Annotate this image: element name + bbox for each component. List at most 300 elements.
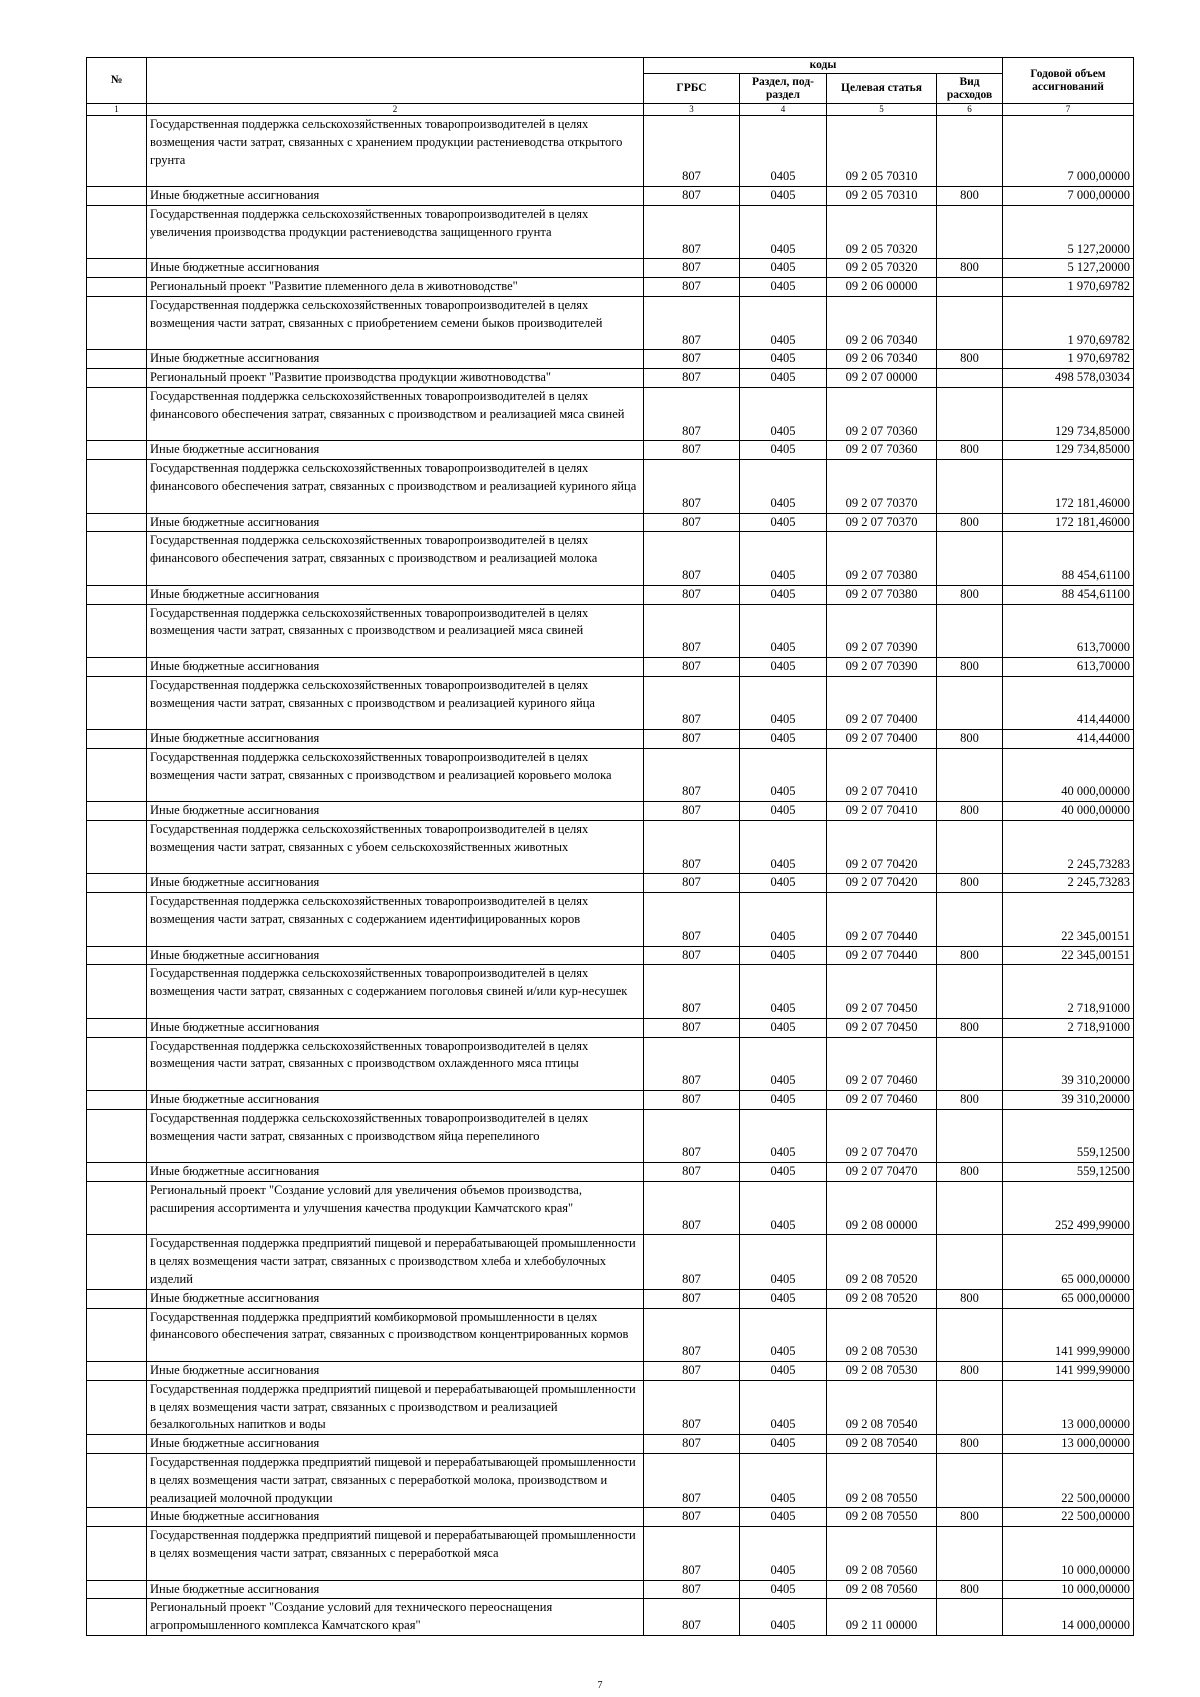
- table-row: [87, 187, 1134, 206]
- grbs-cell: 807: [644, 893, 740, 946]
- razdel-cell: 0405: [740, 1018, 827, 1037]
- num-cell: [87, 1508, 147, 1527]
- target-article-cell: 09 2 08 70520: [827, 1235, 937, 1289]
- expense-type-cell: [937, 965, 1003, 1018]
- target-article-cell: 09 2 07 70420: [827, 821, 937, 874]
- grbs-cell: 807: [644, 585, 740, 604]
- name-cell: Иные бюджетные ассигнования: [147, 730, 644, 749]
- razdel-cell: 0405: [740, 604, 827, 657]
- name-cell: Государственная поддержка сельскохозяйственных товаропроизводителей в целях финансового обеспечения затрат, связанных с производством и реализацией молока: [147, 532, 644, 585]
- sum-cell: 14 000,00000: [1003, 1599, 1134, 1636]
- razdel-cell: 0405: [740, 387, 827, 440]
- expense-type-cell: 800: [937, 1580, 1003, 1599]
- table-row: [87, 1308, 1134, 1361]
- table-row: [87, 1091, 1134, 1110]
- table-row: [87, 1361, 1134, 1380]
- target-article-cell: 09 2 08 70530: [827, 1308, 937, 1361]
- grbs-cell: 807: [644, 460, 740, 513]
- expense-type-cell: [937, 205, 1003, 258]
- sum-cell: 172 181,46000: [1003, 513, 1134, 532]
- sum-cell: 10 000,00000: [1003, 1580, 1134, 1599]
- name-cell: Иные бюджетные ассигнования: [147, 802, 644, 821]
- razdel-cell: 0405: [740, 187, 827, 206]
- sum-cell: 172 181,46000: [1003, 460, 1134, 513]
- num-cell: [87, 585, 147, 604]
- razdel-cell: 0405: [740, 802, 827, 821]
- table-row: [87, 1037, 1134, 1090]
- num-cell: [87, 1109, 147, 1162]
- grbs-cell: 807: [644, 1235, 740, 1289]
- sum-cell: 40 000,00000: [1003, 802, 1134, 821]
- num-cell: [87, 1163, 147, 1182]
- sum-cell: 2 718,91000: [1003, 1018, 1134, 1037]
- grbs-cell: 807: [644, 676, 740, 729]
- target-article-cell: 09 2 07 70410: [827, 748, 937, 801]
- sum-cell: 39 310,20000: [1003, 1037, 1134, 1090]
- expense-type-cell: 800: [937, 730, 1003, 749]
- name-cell: Региональный проект "Создание условий для технического переоснащения агропромышленного комплекса Камчатского края": [147, 1599, 644, 1636]
- budget-table: [86, 57, 1134, 1636]
- sum-cell: 559,12500: [1003, 1109, 1134, 1162]
- razdel-cell: 0405: [740, 1235, 827, 1289]
- sum-cell: 65 000,00000: [1003, 1235, 1134, 1289]
- table-row: [87, 1580, 1134, 1599]
- expense-type-cell: 800: [937, 1435, 1003, 1454]
- expense-type-cell: 800: [937, 802, 1003, 821]
- target-article-cell: 09 2 07 70400: [827, 676, 937, 729]
- name-cell: Иные бюджетные ассигнования: [147, 1018, 644, 1037]
- grbs-cell: 807: [644, 1435, 740, 1454]
- grbs-cell: 807: [644, 1182, 740, 1235]
- target-article-cell: 09 2 07 70460: [827, 1037, 937, 1090]
- expense-type-cell: [937, 278, 1003, 297]
- grbs-cell: 807: [644, 1163, 740, 1182]
- expense-type-cell: [937, 604, 1003, 657]
- table-row: [87, 874, 1134, 893]
- num-cell: [87, 874, 147, 893]
- grbs-cell: 807: [644, 657, 740, 676]
- name-cell: Государственная поддержка сельскохозяйственных товаропроизводителей в целях возмещения части затрат, связанных с содержанием поголовья свиней и/или кур-несушек: [147, 965, 644, 1018]
- expense-type-cell: [937, 1037, 1003, 1090]
- header-vid: Вид расходов: [937, 74, 1003, 104]
- num-cell: [87, 441, 147, 460]
- num-cell: [87, 116, 147, 187]
- expense-type-cell: 800: [937, 350, 1003, 369]
- table-row: [87, 946, 1134, 965]
- grbs-cell: 807: [644, 259, 740, 278]
- table-row: [87, 676, 1134, 729]
- target-article-cell: 09 2 08 70560: [827, 1580, 937, 1599]
- grbs-cell: 807: [644, 1091, 740, 1110]
- grbs-cell: 807: [644, 296, 740, 349]
- expense-type-cell: 800: [937, 1508, 1003, 1527]
- num-cell: [87, 350, 147, 369]
- sum-cell: 129 734,85000: [1003, 441, 1134, 460]
- name-cell: Иные бюджетные ассигнования: [147, 187, 644, 206]
- target-article-cell: 09 2 06 00000: [827, 278, 937, 297]
- table-row: [87, 821, 1134, 874]
- name-cell: Государственная поддержка сельскохозяйственных товаропроизводителей в целях возмещения части затрат, связанных с производством охлажденного мяса птицы: [147, 1037, 644, 1090]
- grbs-cell: 807: [644, 1527, 740, 1580]
- grbs-cell: 807: [644, 1599, 740, 1636]
- num-cell: [87, 387, 147, 440]
- sum-cell: 22 500,00000: [1003, 1453, 1134, 1507]
- razdel-cell: 0405: [740, 1508, 827, 1527]
- table-row: [87, 730, 1134, 749]
- expense-type-cell: 800: [937, 1289, 1003, 1308]
- grbs-cell: 807: [644, 350, 740, 369]
- header-tselevaya: Целевая статья: [827, 74, 937, 104]
- grbs-cell: 807: [644, 802, 740, 821]
- razdel-cell: 0405: [740, 369, 827, 388]
- name-cell: Государственная поддержка сельскохозяйственных товаропроизводителей в целях возмещения части затрат, связанных с убоем сельскохозяйственных животных: [147, 821, 644, 874]
- target-article-cell: 09 2 07 70380: [827, 532, 937, 585]
- target-article-cell: 09 2 07 70440: [827, 946, 937, 965]
- sum-cell: 613,70000: [1003, 657, 1134, 676]
- target-article-cell: 09 2 11 00000: [827, 1599, 937, 1636]
- table-row: [87, 116, 1134, 187]
- colnum-2: 2: [147, 104, 644, 116]
- expense-type-cell: [937, 676, 1003, 729]
- table-row: [87, 350, 1134, 369]
- razdel-cell: 0405: [740, 1091, 827, 1110]
- expense-type-cell: [937, 116, 1003, 187]
- sum-cell: 414,44000: [1003, 730, 1134, 749]
- table-row: [87, 1109, 1134, 1162]
- sum-cell: 65 000,00000: [1003, 1289, 1134, 1308]
- sum-cell: 498 578,03034: [1003, 369, 1134, 388]
- expense-type-cell: [937, 387, 1003, 440]
- razdel-cell: 0405: [740, 1037, 827, 1090]
- name-cell: Государственная поддержка сельскохозяйственных товаропроизводителей в целях возмещения части затрат, связанных с производством яйца перепелиного: [147, 1109, 644, 1162]
- sum-cell: 613,70000: [1003, 604, 1134, 657]
- grbs-cell: 807: [644, 1361, 740, 1380]
- razdel-cell: 0405: [740, 278, 827, 297]
- target-article-cell: 09 2 07 70420: [827, 874, 937, 893]
- sum-cell: 22 345,00151: [1003, 893, 1134, 946]
- razdel-cell: 0405: [740, 1361, 827, 1380]
- target-article-cell: 09 2 08 70560: [827, 1527, 937, 1580]
- target-article-cell: 09 2 05 70310: [827, 116, 937, 187]
- grbs-cell: 807: [644, 1453, 740, 1507]
- razdel-cell: 0405: [740, 874, 827, 893]
- expense-type-cell: [937, 748, 1003, 801]
- name-cell: Иные бюджетные ассигнования: [147, 513, 644, 532]
- target-article-cell: 09 2 07 70470: [827, 1109, 937, 1162]
- sum-cell: 22 500,00000: [1003, 1508, 1134, 1527]
- razdel-cell: 0405: [740, 205, 827, 258]
- sum-cell: 2 718,91000: [1003, 965, 1134, 1018]
- colnum-4: 4: [740, 104, 827, 116]
- num-cell: [87, 946, 147, 965]
- grbs-cell: 807: [644, 748, 740, 801]
- table-row: [87, 1435, 1134, 1454]
- grbs-cell: 807: [644, 387, 740, 440]
- grbs-cell: 807: [644, 205, 740, 258]
- razdel-cell: 0405: [740, 259, 827, 278]
- name-cell: Государственная поддержка предприятий пищевой и перерабатывающей промышленности в целях возмещения части затрат, связанных с переработкой молока, производством и реализацией молочной продукции: [147, 1453, 644, 1507]
- expense-type-cell: 800: [937, 513, 1003, 532]
- table-body: [87, 116, 1134, 1636]
- colnum-6: 6: [937, 104, 1003, 116]
- name-cell: Государственная поддержка сельскохозяйственных товаропроизводителей в целях возмещения части затрат, связанных с производством и реализацией коровьего молока: [147, 748, 644, 801]
- table-row: [87, 1380, 1134, 1434]
- target-article-cell: 09 2 07 00000: [827, 369, 937, 388]
- num-cell: [87, 676, 147, 729]
- razdel-cell: 0405: [740, 1308, 827, 1361]
- expense-type-cell: 800: [937, 657, 1003, 676]
- expense-type-cell: 800: [937, 259, 1003, 278]
- razdel-cell: 0405: [740, 1109, 827, 1162]
- name-cell: Государственная поддержка сельскохозяйственных товаропроизводителей в целях финансового обеспечения затрат, связанных с производством и реализацией мяса свиней: [147, 387, 644, 440]
- razdel-cell: 0405: [740, 893, 827, 946]
- target-article-cell: 09 2 05 70320: [827, 205, 937, 258]
- name-cell: Иные бюджетные ассигнования: [147, 657, 644, 676]
- name-cell: Иные бюджетные ассигнования: [147, 1289, 644, 1308]
- header-grbs: ГРБС: [644, 74, 740, 104]
- name-cell: Государственная поддержка сельскохозяйственных товаропроизводителей в целях возмещения части затрат, связанных с приобретением семени быков производителей: [147, 296, 644, 349]
- table-header: [87, 58, 1134, 116]
- target-article-cell: 09 2 08 70550: [827, 1453, 937, 1507]
- num-cell: [87, 205, 147, 258]
- grbs-cell: 807: [644, 1109, 740, 1162]
- razdel-cell: 0405: [740, 532, 827, 585]
- num-cell: [87, 1435, 147, 1454]
- name-cell: Государственная поддержка предприятий пищевой и перерабатывающей промышленности в целях возмещения части затрат, связанных с производством и реализацией безалкогольных напитков и воды: [147, 1380, 644, 1434]
- name-cell: Иные бюджетные ассигнования: [147, 1091, 644, 1110]
- razdel-cell: 0405: [740, 730, 827, 749]
- num-cell: [87, 965, 147, 1018]
- razdel-cell: 0405: [740, 1453, 827, 1507]
- sum-cell: 141 999,99000: [1003, 1361, 1134, 1380]
- header-num: №: [87, 58, 147, 104]
- num-cell: [87, 296, 147, 349]
- table-row: [87, 1018, 1134, 1037]
- expense-type-cell: 800: [937, 1163, 1003, 1182]
- grbs-cell: 807: [644, 604, 740, 657]
- table-row: [87, 460, 1134, 513]
- razdel-cell: 0405: [740, 585, 827, 604]
- sum-cell: 22 345,00151: [1003, 946, 1134, 965]
- table-row: [87, 441, 1134, 460]
- name-cell: Государственная поддержка сельскохозяйственных товаропроизводителей в целях возмещения части затрат, связанных с производством и реализацией куриного яйца: [147, 676, 644, 729]
- table-row: [87, 369, 1134, 388]
- razdel-cell: 0405: [740, 441, 827, 460]
- table-row: [87, 259, 1134, 278]
- razdel-cell: 0405: [740, 1580, 827, 1599]
- sum-cell: 129 734,85000: [1003, 387, 1134, 440]
- grbs-cell: 807: [644, 1380, 740, 1434]
- grbs-cell: 807: [644, 116, 740, 187]
- name-cell: Иные бюджетные ассигнования: [147, 1580, 644, 1599]
- grbs-cell: 807: [644, 874, 740, 893]
- sum-cell: 10 000,00000: [1003, 1527, 1134, 1580]
- razdel-cell: 0405: [740, 965, 827, 1018]
- colnum-5: 5: [827, 104, 937, 116]
- target-article-cell: 09 2 07 70370: [827, 460, 937, 513]
- num-cell: [87, 604, 147, 657]
- expense-type-cell: [937, 821, 1003, 874]
- name-cell: Государственная поддержка сельскохозяйственных товаропроизводителей в целях возмещения части затрат, связанных с содержанием идентифицированных коров: [147, 893, 644, 946]
- razdel-cell: 0405: [740, 1182, 827, 1235]
- target-article-cell: 09 2 07 70450: [827, 1018, 937, 1037]
- grbs-cell: 807: [644, 730, 740, 749]
- num-cell: [87, 369, 147, 388]
- num-cell: [87, 893, 147, 946]
- sum-cell: 39 310,20000: [1003, 1091, 1134, 1110]
- num-cell: [87, 1527, 147, 1580]
- name-cell: Государственная поддержка сельскохозяйственных товаропроизводителей в целях финансового обеспечения затрат, связанных с производством и реализацией куриного яйца: [147, 460, 644, 513]
- grbs-cell: 807: [644, 187, 740, 206]
- num-cell: [87, 1037, 147, 1090]
- table-row: [87, 1527, 1134, 1580]
- sum-cell: 414,44000: [1003, 676, 1134, 729]
- table-row: [87, 1182, 1134, 1235]
- name-cell: Государственная поддержка предприятий пищевой и перерабатывающей промышленности в целях возмещения части затрат, связанных с производством хлеба и хлебобулочных изделий: [147, 1235, 644, 1289]
- sum-cell: 1 970,69782: [1003, 350, 1134, 369]
- colnum-3: 3: [644, 104, 740, 116]
- razdel-cell: 0405: [740, 350, 827, 369]
- expense-type-cell: [937, 1182, 1003, 1235]
- table-row: [87, 513, 1134, 532]
- num-cell: [87, 513, 147, 532]
- num-cell: [87, 1453, 147, 1507]
- table-row: [87, 748, 1134, 801]
- sum-cell: 5 127,20000: [1003, 205, 1134, 258]
- target-article-cell: 09 2 07 70370: [827, 513, 937, 532]
- grbs-cell: 807: [644, 1508, 740, 1527]
- razdel-cell: 0405: [740, 116, 827, 187]
- name-cell: Иные бюджетные ассигнования: [147, 1435, 644, 1454]
- expense-type-cell: 800: [937, 585, 1003, 604]
- expense-type-cell: 800: [937, 1018, 1003, 1037]
- razdel-cell: 0405: [740, 296, 827, 349]
- num-cell: [87, 532, 147, 585]
- num-cell: [87, 1308, 147, 1361]
- sum-cell: 13 000,00000: [1003, 1380, 1134, 1434]
- table-row: [87, 1235, 1134, 1289]
- expense-type-cell: [937, 369, 1003, 388]
- razdel-cell: 0405: [740, 1163, 827, 1182]
- grbs-cell: 807: [644, 441, 740, 460]
- sum-cell: 5 127,20000: [1003, 259, 1134, 278]
- name-cell: Иные бюджетные ассигнования: [147, 946, 644, 965]
- target-article-cell: 09 2 07 70390: [827, 657, 937, 676]
- sum-cell: 252 499,99000: [1003, 1182, 1134, 1235]
- num-cell: [87, 1182, 147, 1235]
- num-cell: [87, 802, 147, 821]
- table-row: [87, 1289, 1134, 1308]
- grbs-cell: 807: [644, 532, 740, 585]
- header-name: [147, 58, 644, 104]
- num-cell: [87, 1091, 147, 1110]
- target-article-cell: 09 2 07 70360: [827, 387, 937, 440]
- name-cell: Региональный проект "Развитие племенного дела в животноводстве": [147, 278, 644, 297]
- expense-type-cell: [937, 296, 1003, 349]
- target-article-cell: 09 2 06 70340: [827, 350, 937, 369]
- colnum-1: 1: [87, 104, 147, 116]
- table-row: [87, 802, 1134, 821]
- name-cell: Иные бюджетные ассигнования: [147, 874, 644, 893]
- target-article-cell: 09 2 05 70310: [827, 187, 937, 206]
- target-article-cell: 09 2 06 70340: [827, 296, 937, 349]
- name-cell: Иные бюджетные ассигнования: [147, 1508, 644, 1527]
- target-article-cell: 09 2 07 70460: [827, 1091, 937, 1110]
- name-cell: Иные бюджетные ассигнования: [147, 585, 644, 604]
- name-cell: Региональный проект "Развитие производства продукции животноводства": [147, 369, 644, 388]
- target-article-cell: 09 2 07 70360: [827, 441, 937, 460]
- num-cell: [87, 187, 147, 206]
- grbs-cell: 807: [644, 1289, 740, 1308]
- sum-cell: 559,12500: [1003, 1163, 1134, 1182]
- razdel-cell: 0405: [740, 1527, 827, 1580]
- grbs-cell: 807: [644, 1308, 740, 1361]
- expense-type-cell: [937, 532, 1003, 585]
- grbs-cell: 807: [644, 946, 740, 965]
- num-cell: [87, 821, 147, 874]
- table-row: [87, 387, 1134, 440]
- page-number: 7: [597, 1680, 603, 1691]
- name-cell: Иные бюджетные ассигнования: [147, 1361, 644, 1380]
- grbs-cell: 807: [644, 1018, 740, 1037]
- sum-cell: 13 000,00000: [1003, 1435, 1134, 1454]
- target-article-cell: 09 2 07 70390: [827, 604, 937, 657]
- target-article-cell: 09 2 08 70520: [827, 1289, 937, 1308]
- num-cell: [87, 1361, 147, 1380]
- expense-type-cell: [937, 1599, 1003, 1636]
- razdel-cell: 0405: [740, 1435, 827, 1454]
- razdel-cell: 0405: [740, 946, 827, 965]
- table-row: [87, 657, 1134, 676]
- target-article-cell: 09 2 08 00000: [827, 1182, 937, 1235]
- table-row: [87, 1453, 1134, 1507]
- num-cell: [87, 1235, 147, 1289]
- name-cell: Государственная поддержка сельскохозяйственных товаропроизводителей в целях возмещения части затрат, связанных с производством и реализацией мяса свиней: [147, 604, 644, 657]
- target-article-cell: 09 2 07 70400: [827, 730, 937, 749]
- num-cell: [87, 657, 147, 676]
- target-article-cell: 09 2 08 70540: [827, 1435, 937, 1454]
- table-row: [87, 585, 1134, 604]
- expense-type-cell: 800: [937, 1361, 1003, 1380]
- num-cell: [87, 1380, 147, 1434]
- expense-type-cell: [937, 1235, 1003, 1289]
- table-row: [87, 965, 1134, 1018]
- name-cell: Государственная поддержка сельскохозяйственных товаропроизводителей в целях возмещения части затрат, связанных с хранением продукции растениеводства открытого грунта: [147, 116, 644, 187]
- num-cell: [87, 748, 147, 801]
- grbs-cell: 807: [644, 369, 740, 388]
- column-number-row: [87, 104, 1134, 116]
- sum-cell: 1 970,69782: [1003, 278, 1134, 297]
- sum-cell: 7 000,00000: [1003, 116, 1134, 187]
- table-row: [87, 205, 1134, 258]
- table-row: [87, 296, 1134, 349]
- grbs-cell: 807: [644, 513, 740, 532]
- expense-type-cell: [937, 1527, 1003, 1580]
- razdel-cell: 0405: [740, 748, 827, 801]
- table-row: [87, 1599, 1134, 1636]
- sum-cell: 2 245,73283: [1003, 821, 1134, 874]
- grbs-cell: 807: [644, 1580, 740, 1599]
- sum-cell: 141 999,99000: [1003, 1308, 1134, 1361]
- name-cell: Государственная поддержка предприятий пищевой и перерабатывающей промышленности в целях возмещения части затрат, связанных с переработкой мяса: [147, 1527, 644, 1580]
- num-cell: [87, 278, 147, 297]
- table-row: [87, 893, 1134, 946]
- expense-type-cell: [937, 1308, 1003, 1361]
- grbs-cell: 807: [644, 821, 740, 874]
- table-row: [87, 1508, 1134, 1527]
- razdel-cell: 0405: [740, 821, 827, 874]
- target-article-cell: 09 2 07 70440: [827, 893, 937, 946]
